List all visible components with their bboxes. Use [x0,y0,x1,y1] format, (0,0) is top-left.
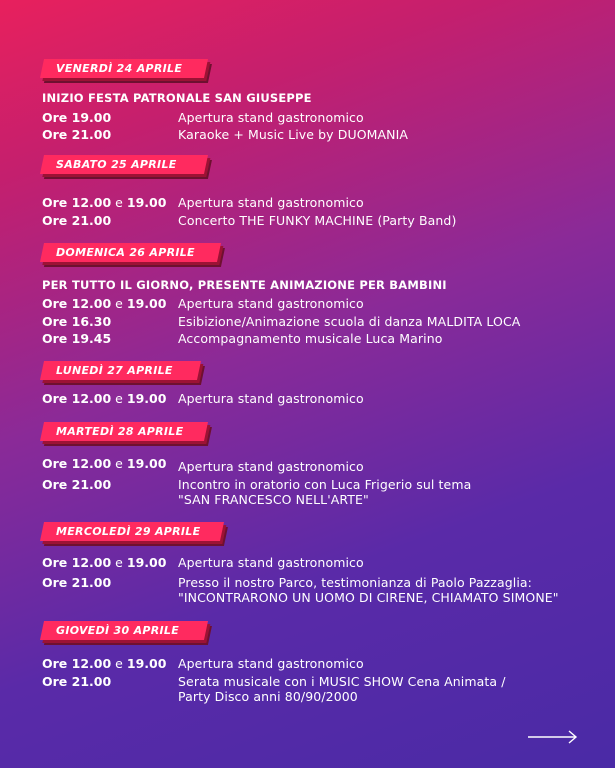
day-tag-tuesday: MARTEDÌ 28 APRILE [40,422,208,441]
event-description: Apertura stand gastronomico [178,391,364,406]
event-description: Karaoke + Music Live by DUOMANIA [178,127,409,142]
time-label: Ore 12.00 e 19.00 [42,391,167,406]
time-label: Ore 21.00 [42,674,112,689]
day-tag-sunday: DOMENICA 26 APRILE [40,243,221,262]
event-description: Apertura stand gastronomico [178,555,364,570]
event-description: Apertura stand gastronomico [178,195,364,210]
day-headline: PER TUTTO IL GIORNO, PRESENTE ANIMAZIONE PER BAMBINI [42,278,447,292]
time-label: Ore 21.00 [42,477,112,492]
event-description: Incontro in oratorio con Luca Frigerio sul tema "SAN FRANCESCO NELL'ARTE" [178,477,472,507]
time-label: Ore 21.00 [42,213,112,228]
event-description: Serata musicale con i MUSIC SHOW Cena Animata / Party Disco anni 80/90/2000 [178,674,506,704]
event-description: Accompagnamento musicale Luca Marino [178,331,443,346]
time-label: Ore 16.30 [42,314,112,329]
event-description: Apertura stand gastronomico [178,296,364,311]
day-tag-wednesday: MERCOLEDÌ 29 APRILE [40,522,224,541]
time-label: Ore 19.00 [42,110,112,125]
day-tag-friday: VENERDÌ 24 APRILE [40,59,208,78]
time-label: Ore 12.00 e 19.00 [42,456,167,471]
event-description: Apertura stand gastronomico [178,656,364,671]
arrow-right-icon[interactable] [528,730,578,744]
event-description: Esibizione/Animazione scuola di danza MALDITA LOCA [178,314,521,329]
time-label: Ore 21.00 [42,127,112,142]
day-headline: INIZIO FESTA PATRONALE SAN GIUSEPPE [42,91,312,105]
time-label: Ore 19.45 [42,331,112,346]
event-description: Concerto THE FUNKY MACHINE (Party Band) [178,213,457,228]
day-tag-saturday: SABATO 25 APRILE [40,155,208,174]
event-description: Presso il nostro Parco, testimonianza di Paolo Pazzaglia: "INCONTRARONO UN UOMO DI CIRENE, CHIAMATO SIMONE" [178,575,559,605]
time-label: Ore 12.00 e 19.00 [42,555,167,570]
time-label: Ore 21.00 [42,575,112,590]
event-description: Apertura stand gastronomico [178,459,364,474]
day-tag-thursday: GIOVEDÌ 30 APRILE [40,621,208,640]
time-label: Ore 12.00 e 19.00 [42,656,167,671]
event-description: Apertura stand gastronomico [178,110,364,125]
time-label: Ore 12.00 e 19.00 [42,296,167,311]
day-tag-monday: LUNEDÌ 27 APRILE [40,361,201,380]
time-label: Ore 12.00 e 19.00 [42,195,167,210]
